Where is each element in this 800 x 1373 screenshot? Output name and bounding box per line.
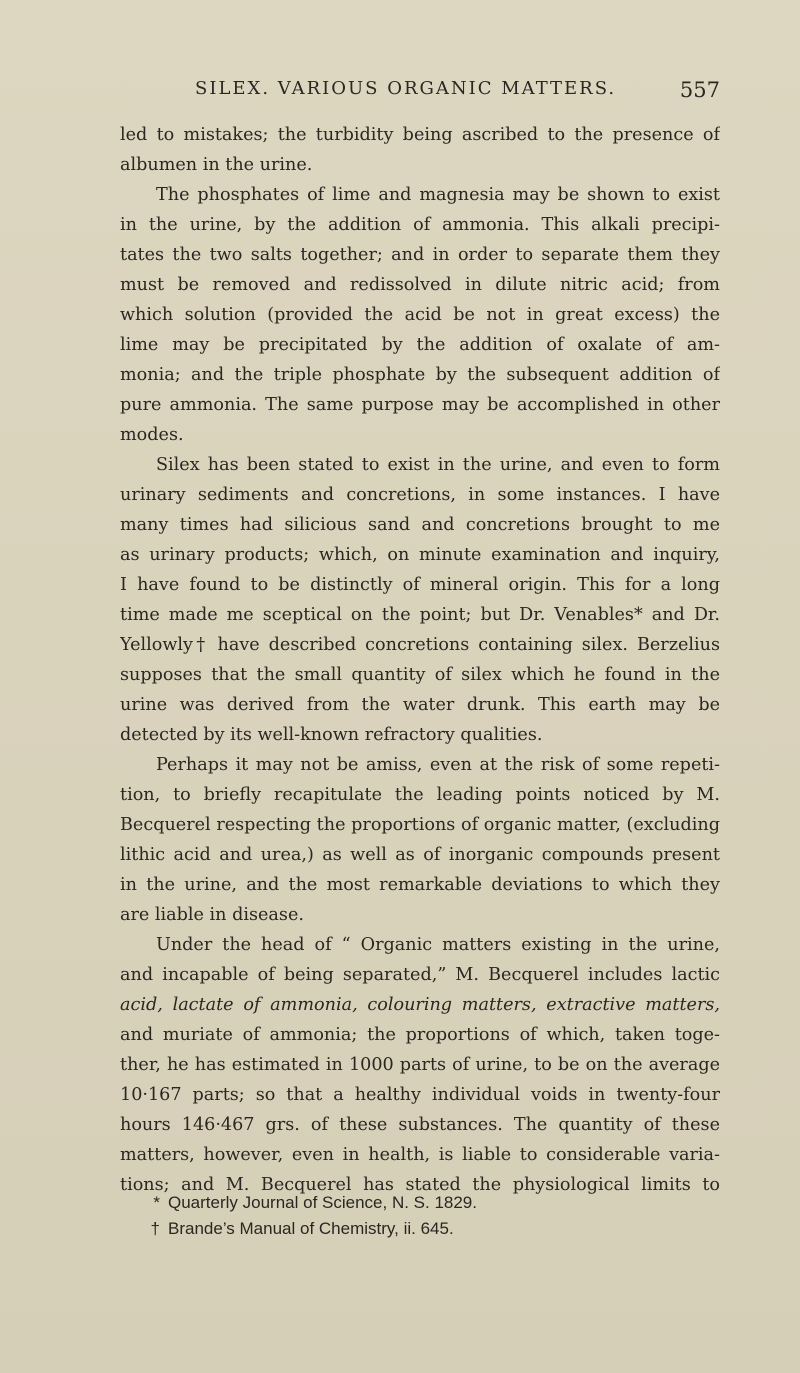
text-segment: ” M. Becquerel includes bbox=[437, 965, 672, 985]
text-line: acid, lactate of ammonia, colouring matters, extractive matters, bbox=[120, 995, 720, 1015]
text-line: modes. bbox=[120, 425, 184, 445]
text-line: lime may be precipitated by the addition of oxalate of am- bbox=[120, 335, 720, 355]
text-line: time made me sceptical on the point; but Dr. Venables* and Dr. bbox=[120, 605, 720, 625]
text-line: which solution (provided the acid be not in great excess) the bbox=[120, 305, 720, 325]
text-line: tates the two salts together; and in order to separate them they bbox=[120, 245, 720, 265]
footnote bbox=[120, 1216, 720, 1242]
running-title: SILEX. VARIOUS ORGANIC MATTERS. bbox=[195, 78, 617, 99]
running-head bbox=[120, 78, 720, 106]
text-line: detected by its well-known refractory qualities. bbox=[120, 725, 543, 745]
text-line: monia; and the triple phosphate by the subsequent addition of bbox=[120, 365, 720, 385]
italic-heading: “ Organic matters existing in the urine, bbox=[341, 935, 720, 955]
text-line: supposes that the small quantity of silex which he found in the bbox=[120, 665, 720, 685]
text-line: lithic acid and urea,) as well as of inorganic compounds present bbox=[120, 845, 720, 865]
italic-term-silex: Silex bbox=[156, 455, 200, 475]
text-line bbox=[120, 1020, 720, 1050]
footnote-mark: * bbox=[153, 1193, 160, 1212]
footnote-mark: † bbox=[150, 1219, 160, 1238]
footnote-text: Quarterly Journal of Science, N. S. 1829. bbox=[168, 1193, 477, 1212]
text-line: albumen in the urine. bbox=[120, 155, 313, 175]
text-line: as urinary products; which, on minute examination and inquiry, bbox=[120, 545, 720, 565]
italic-heading: and incapable of being separated, bbox=[120, 965, 438, 985]
text-line bbox=[120, 930, 720, 960]
text-line: The phosphates of lime and magnesia may be shown to exist bbox=[156, 185, 720, 205]
text-line: I have found to be distinctly of mineral origin. This for a long bbox=[120, 575, 720, 595]
text-line: are liable in disease. bbox=[120, 905, 304, 925]
text-line: matters, however, even in health, is liable to considerable varia- bbox=[120, 1145, 720, 1165]
text-segment: Under the head of bbox=[156, 935, 342, 955]
italic-term: lactic bbox=[671, 965, 720, 985]
text-line: many times had silicious sand and concretions brought to me bbox=[120, 515, 720, 535]
italic-term: and muriate of ammonia; bbox=[120, 1025, 358, 1045]
text-line: Yellowly† have described concretions containing silex. Berzelius bbox=[120, 635, 720, 655]
text-line: Perhaps it may not be amiss, even at the risk of some repeti- bbox=[156, 755, 720, 775]
text-line bbox=[120, 450, 720, 480]
text-segment: the proportions of which, taken toge- bbox=[357, 1025, 720, 1045]
text-line: Becquerel respecting the proportions of organic matter, (excluding bbox=[120, 815, 720, 835]
footnote-text: Brande’s Manual of Chemistry, ii. 645. bbox=[168, 1219, 454, 1238]
text-line: 10·167 parts; so that a healthy individual voids in twenty-four bbox=[120, 1085, 720, 1105]
text-line: urine was derived from the water drunk. This earth may be bbox=[120, 695, 720, 715]
text-line: tions; and M. Becquerel has stated the physiological limits to bbox=[120, 1175, 720, 1195]
body-text bbox=[120, 120, 720, 1200]
text-line: urinary sediments and concretions, in some instances. I have bbox=[120, 485, 720, 505]
text-line: tion, to briefly recapitulate the leading points noticed by M. bbox=[120, 785, 720, 805]
text-line: led to mistakes; the turbidity being ascribed to the presence of bbox=[120, 125, 720, 145]
text-line: in the urine, and the most remarkable deviations to which they bbox=[120, 875, 720, 895]
text-line: ther, he has estimated in 1000 parts of urine, to be on the average bbox=[120, 1055, 720, 1075]
text-line: must be removed and redissolved in dilute nitric acid; from bbox=[120, 275, 720, 295]
text-segment: has been stated to exist in the urine, and even to form bbox=[199, 455, 720, 475]
footnotes bbox=[120, 1190, 720, 1242]
page-number: 557 bbox=[679, 78, 720, 102]
text-line: hours 146·467 grs. of these substances. The quantity of these bbox=[120, 1115, 720, 1135]
text-line bbox=[120, 960, 720, 990]
text-line: in the urine, by the addition of ammonia. This alkali precipi- bbox=[120, 215, 720, 235]
footnote bbox=[120, 1190, 720, 1216]
text-line: pure ammonia. The same purpose may be accomplished in other bbox=[120, 395, 720, 415]
